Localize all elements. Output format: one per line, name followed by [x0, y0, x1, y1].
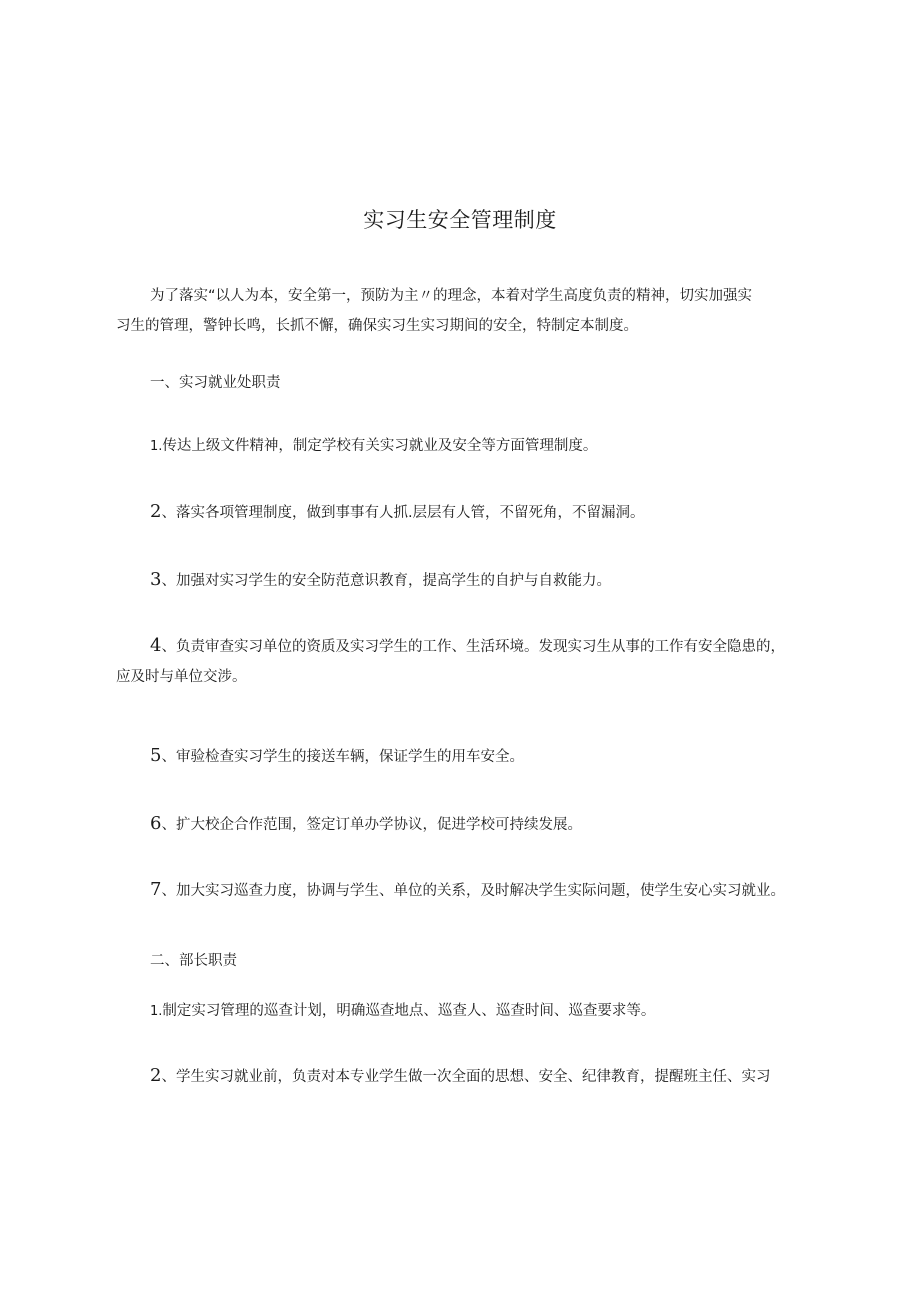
- item-text: 、落实各项管理制度，做到事事有人抓.层层有人管，不留死角，不留漏洞。: [161, 505, 645, 521]
- item-text: 、加大实习巡查力度，协调与学生、单位的关系，及时解决学生实际问题，使学生安心实习就业。: [161, 883, 785, 899]
- item-text: 、扩大校企合作范围，签定订单办学协议，促进学校可持续发展。: [161, 817, 582, 833]
- section-1-item-2: [116, 497, 850, 528]
- section-1-item-1: [116, 431, 850, 462]
- item-number: 7: [150, 879, 162, 900]
- section-2-item-2: [116, 1061, 850, 1092]
- section-1-item-5: [116, 741, 850, 772]
- intro-paragraph: [116, 281, 816, 341]
- section-1-item-6: [116, 809, 850, 840]
- section-2-heading: 二、部长职责: [150, 953, 237, 969]
- section-1-item-7: [116, 875, 850, 906]
- item-number: 2: [150, 501, 162, 522]
- item-text: 、负责审查实习单位的资质及实习学生的工作、生活环境。发现实习生从事的工作有安全隐患的，: [161, 639, 785, 655]
- item-line-2: 应及时与单位交涉。: [116, 669, 247, 685]
- section-1-heading: 一、实习就业处职责: [150, 375, 281, 391]
- section-1-item-4: [116, 631, 816, 692]
- item-text: 制定实习管理的巡查计划，明确巡查地点、巡查人、巡查时间、巡查要求等。: [162, 1003, 656, 1019]
- section-1-item-3: [116, 565, 850, 596]
- section-2-item-1: [116, 996, 850, 1027]
- item-number: 4: [150, 635, 162, 656]
- item-number: 3: [150, 569, 162, 590]
- item-number: 1.: [150, 1004, 163, 1019]
- item-text: 、审验检查实习学生的接送车辆，保证学生的用车安全。: [161, 749, 524, 765]
- item-number: 5: [150, 745, 162, 766]
- item-number: 2: [150, 1065, 162, 1086]
- item-text: 、加强对实习学生的安全防范意识教育，提高学生的自护与自救能力。: [161, 573, 611, 589]
- item-number: 1.: [150, 439, 163, 454]
- document-title: 实习生安全管理制度: [363, 208, 557, 232]
- intro-line-1: 为了落实“以人为本，安全第一，预防为主〃的理念，本着对学生高度负责的精神，切实加强实: [150, 288, 753, 304]
- item-text: 、学生实习就业前，负责对本专业学生做一次全面的思想、安全、纪律教育，提醒班主任、实习: [161, 1069, 771, 1085]
- item-text: 传达上级文件精神，制定学校有关实习就业及安全等方面管理制度。: [162, 438, 598, 454]
- intro-line-2: 习生的管理，警钟长鸣，长抓不懈，确保实习生实习期间的安全，特制定本制度。: [116, 318, 638, 334]
- item-line-1: [116, 631, 816, 662]
- item-number: 6: [150, 813, 162, 834]
